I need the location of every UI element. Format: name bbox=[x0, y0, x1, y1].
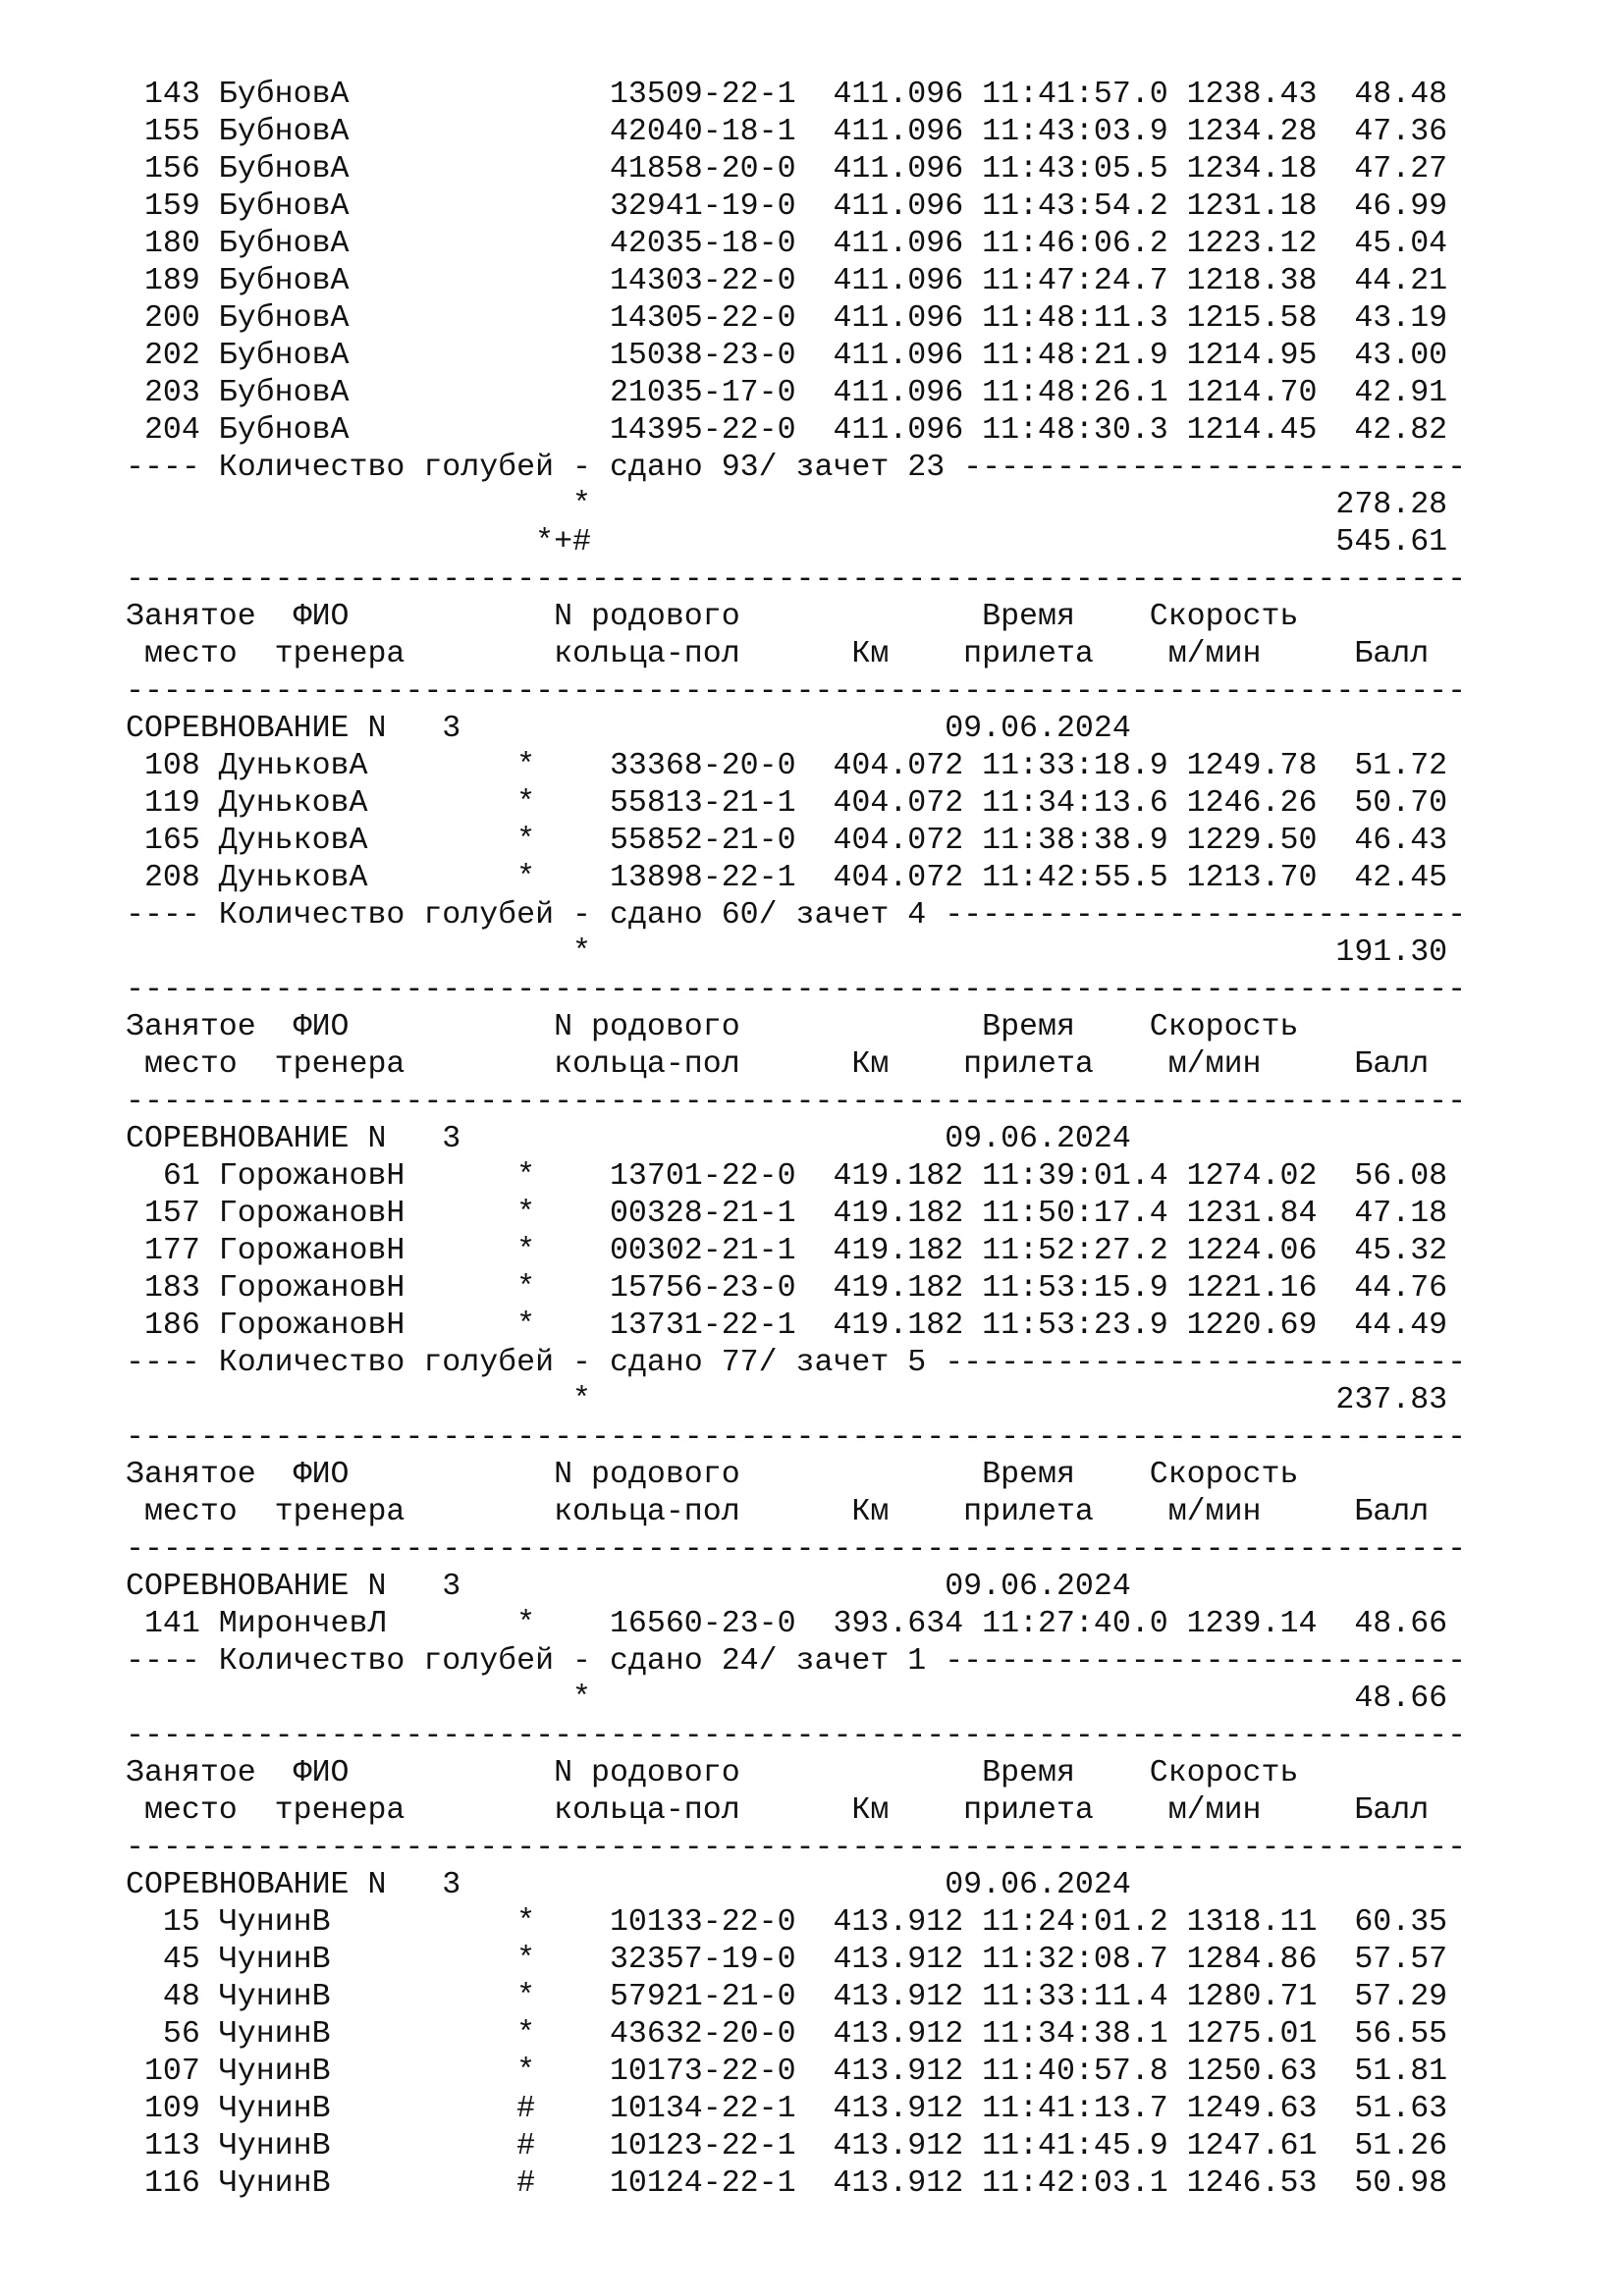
report-line: 48 ЧунинВ * 57921-21-0 413.912 11:33:11.4 1280.71 57.29 bbox=[126, 1980, 1448, 2014]
report-line: 200 БубновА 14305-22-0 411.096 11:48:11.3 1215.58 43.19 bbox=[126, 301, 1448, 336]
report-line: СОРЕВНОВАНИЕ N 3 09.06.2024 bbox=[126, 1570, 1131, 1604]
report-line: 116 ЧунинВ # 10124-22-1 413.912 11:42:03.1 1246.53 50.98 bbox=[126, 2166, 1448, 2201]
report-line: ---- Количество голубей - сдано 77/ зачет 5 ---------------------------- bbox=[126, 1346, 1467, 1380]
report-line: 165 ДуньковА * 55852-21-0 404.072 11:38:38.9 1229.50 46.43 bbox=[126, 824, 1448, 858]
report-line: СОРЕВНОВАНИЕ N 3 09.06.2024 bbox=[126, 1122, 1131, 1156]
report-line: 109 ЧунинВ # 10134-22-1 413.912 11:41:13.7 1249.63 51.63 bbox=[126, 2092, 1448, 2126]
report-line: * 48.66 bbox=[126, 1682, 1448, 1716]
report-line: 204 БубновА 14395-22-0 411.096 11:48:30.3 1214.45 42.82 bbox=[126, 413, 1448, 448]
report-line: место тренера кольца-пол Км прилета м/мин Балл bbox=[126, 1793, 1430, 1828]
report-line: Занятое ФИО N родового Время Скорость bbox=[126, 600, 1299, 634]
report-line: ------------------------------------------------------------------------ bbox=[126, 1085, 1467, 1119]
report-line: *+# 545.61 bbox=[126, 525, 1448, 560]
report-line: 61 ГорожановН * 13701-22-0 419.182 11:39:01.4 1274.02 56.08 bbox=[126, 1159, 1448, 1194]
report-line: 45 ЧунинВ * 32357-19-0 413.912 11:32:08.7 1284.86 57.57 bbox=[126, 1943, 1448, 1977]
report-line: 202 БубновА 15038-23-0 411.096 11:48:21.9 1214.95 43.00 bbox=[126, 339, 1448, 373]
report-line: место тренера кольца-пол Км прилета м/мин Балл bbox=[126, 1047, 1430, 1082]
report-line: место тренера кольца-пол Км прилета м/мин Балл bbox=[126, 637, 1430, 671]
report-line: 208 ДуньковА * 13898-22-1 404.072 11:42:55.5 1213.70 42.45 bbox=[126, 861, 1448, 895]
report-line: * 237.83 bbox=[126, 1383, 1448, 1417]
report-line: Занятое ФИО N родового Время Скорость bbox=[126, 1458, 1299, 1492]
report-line: 107 ЧунинВ * 10173-22-0 413.912 11:40:57.8 1250.63 51.81 bbox=[126, 2055, 1448, 2089]
report-line: ---- Количество голубей - сдано 60/ зачет 4 ---------------------------- bbox=[126, 898, 1467, 933]
report-line: * 191.30 bbox=[126, 935, 1448, 970]
report-line: 156 БубновА 41858-20-0 411.096 11:43:05.5 1234.18 47.27 bbox=[126, 152, 1448, 187]
report-line: ------------------------------------------------------------------------ bbox=[126, 674, 1467, 709]
report-line: 155 БубновА 42040-18-1 411.096 11:43:03.9 1234.28 47.36 bbox=[126, 115, 1448, 149]
report-line: ------------------------------------------------------------------------ bbox=[126, 562, 1467, 597]
report-line: 141 МирончевЛ * 16560-23-0 393.634 11:27:40.0 1239.14 48.66 bbox=[126, 1607, 1448, 1641]
report-line: 143 БубновА 13509-22-1 411.096 11:41:57.0 1238.43 48.48 bbox=[126, 78, 1448, 112]
report-line: 180 БубновА 42035-18-0 411.096 11:46:06.2 1223.12 45.04 bbox=[126, 227, 1448, 261]
report-line: 15 ЧунинВ * 10133-22-0 413.912 11:24:01.2 1318.11 60.35 bbox=[126, 1905, 1448, 1940]
report-line: * 278.28 bbox=[126, 488, 1448, 522]
report-line: ---- Количество голубей - сдано 24/ зачет 1 ---------------------------- bbox=[126, 1644, 1467, 1679]
report-line: 119 ДуньковА * 55813-21-1 404.072 11:34:13.6 1246.26 50.70 bbox=[126, 786, 1448, 821]
report-line: 183 ГорожановН * 15756-23-0 419.182 11:53:15.9 1221.16 44.76 bbox=[126, 1271, 1448, 1306]
report-line: 159 БубновА 32941-19-0 411.096 11:43:54.2 1231.18 46.99 bbox=[126, 189, 1448, 224]
report-line: 108 ДуньковА * 33368-20-0 404.072 11:33:18.9 1249.78 51.72 bbox=[126, 749, 1448, 783]
report-line: ------------------------------------------------------------------------ bbox=[126, 1420, 1467, 1455]
report-line: 186 ГорожановН * 13731-22-1 419.182 11:53:23.9 1220.69 44.49 bbox=[126, 1308, 1448, 1343]
report-line: 189 БубновА 14303-22-0 411.096 11:47:24.7 1218.38 44.21 bbox=[126, 264, 1448, 298]
report-line: 113 ЧунинВ # 10123-22-1 413.912 11:41:45.9 1247.61 51.26 bbox=[126, 2129, 1448, 2163]
report-line: Занятое ФИО N родового Время Скорость bbox=[126, 1010, 1299, 1044]
report-line: 56 ЧунинВ * 43632-20-0 413.912 11:34:38.1 1275.01 56.55 bbox=[126, 2017, 1448, 2052]
report-line: СОРЕВНОВАНИЕ N 3 09.06.2024 bbox=[126, 1868, 1131, 1902]
report-line: 203 БубновА 21035-17-0 411.096 11:48:26.1 1214.70 42.91 bbox=[126, 376, 1448, 410]
report-line: ------------------------------------------------------------------------ bbox=[126, 1831, 1467, 1865]
report-line: место тренера кольца-пол Км прилета м/мин Балл bbox=[126, 1495, 1430, 1529]
results-report bbox=[126, 77, 1559, 2203]
report-line: 157 ГорожановН * 00328-21-1 419.182 11:50:17.4 1231.84 47.18 bbox=[126, 1197, 1448, 1231]
report-line: ------------------------------------------------------------------------ bbox=[126, 973, 1467, 1007]
report-line: СОРЕВНОВАНИЕ N 3 09.06.2024 bbox=[126, 712, 1131, 746]
report-line: Занятое ФИО N родового Время Скорость bbox=[126, 1756, 1299, 1790]
report-line: ---- Количество голубей - сдано 93/ зачет 23 --------------------------- bbox=[126, 451, 1467, 485]
report-line: ------------------------------------------------------------------------ bbox=[126, 1719, 1467, 1753]
report-line: 177 ГорожановН * 00302-21-1 419.182 11:52:27.2 1224.06 45.32 bbox=[126, 1234, 1448, 1268]
report-line: ------------------------------------------------------------------------ bbox=[126, 1532, 1467, 1567]
